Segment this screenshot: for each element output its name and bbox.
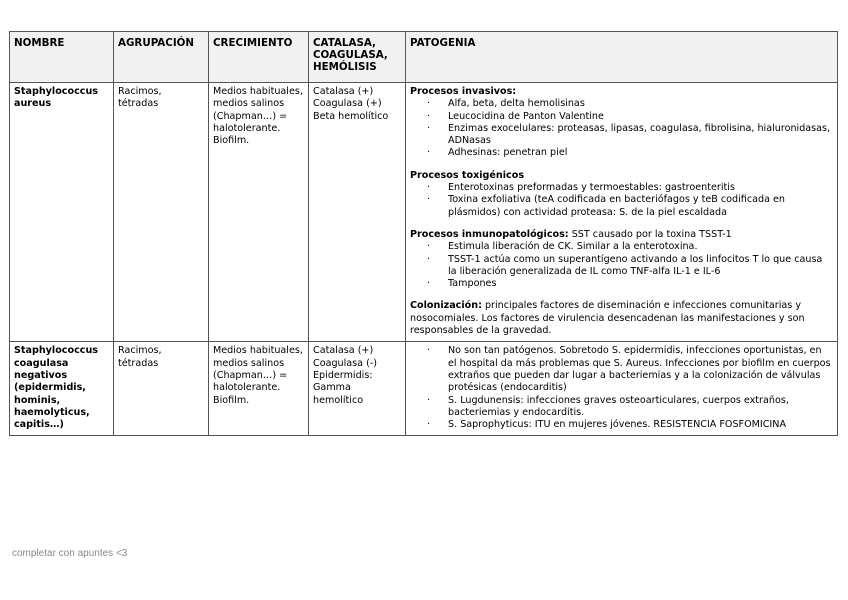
coagulasa-line: Coagulasa (-) <box>313 357 378 369</box>
section-intro: SST causado por la toxina TSST-1 <box>568 228 732 240</box>
cell-catalasa <box>309 342 406 436</box>
catalasa-line: Catalasa (+) <box>313 86 374 97</box>
list-item: · Estimula liberación de CK. Similar a la enterotoxina. <box>410 241 833 253</box>
list-item: · Leucocidina de Panton Valentine <box>410 111 833 123</box>
bullet-list <box>410 98 833 159</box>
section-text: principales factores de diseminación e infecciones comunitarias y nosocomiales. Los factores de virulencia desencadenan las manifestaciones y son responsables de la gravedad. <box>410 300 805 337</box>
header-nombre: NOMBRE <box>10 32 114 83</box>
header-catalasa: CATALASA, COAGULASA, HEMÓLISIS <box>309 32 406 83</box>
section-colonizacion <box>410 300 833 337</box>
bullet-list <box>410 182 833 219</box>
list-item: · S. Lugdunensis: infecciones graves osteoarticulares, cuerpos extraños, bacteriemias y endocarditis. <box>410 395 833 420</box>
staphylococcus-table <box>9 31 838 436</box>
footer-note: completar con apuntes <3 <box>12 548 128 559</box>
hemolisis-line: Epidermidis: Gamma hemolítico <box>313 369 373 406</box>
cell-agrupacion: Racimos, tétradas <box>114 342 209 436</box>
list-item: · Tampones <box>410 278 833 290</box>
table-row <box>10 83 838 342</box>
cell-crecimiento: Medios habituales, medios salinos (Chapman…) = halotolerante. Biofilm. <box>209 83 309 342</box>
section-heading-line <box>410 229 833 241</box>
cell-nombre: Staphylococcus coagulasa negativos (epidermidis, hominis, haemolyticus, capitis…) <box>10 342 114 436</box>
section-title: Procesos invasivos: <box>410 86 517 97</box>
list-item: · S. Saprophyticus: ITU en mujeres jóvenes. RESISTENCIA FOSFOMICINA <box>410 419 833 431</box>
list-item: · Toxina exfoliativa (teA codificada en bacteriófagos y teB codificada en plásmidos) con actividad proteasa: S. de la piel escaldada <box>410 194 833 219</box>
list-item: · TSST-1 actúa como un superantígeno activando a los linfocitos T lo que causa la liberación generalizada de IL como TNF-alfa IL-1 e IL-6 <box>410 254 833 279</box>
list-item: · Enterotoxinas preformadas y termoestables: gastroenteritis <box>410 182 833 194</box>
coagulasa-line: Coagulasa (+) <box>313 98 382 110</box>
header-patogenia: PATOGENIA <box>406 32 838 83</box>
header-row <box>10 32 838 83</box>
catalasa-line: Catalasa (+) <box>313 345 374 357</box>
header-crecimiento: CRECIMIENTO <box>209 32 309 83</box>
list-item: · Alfa, beta, delta hemolisinas <box>410 98 833 110</box>
cell-catalasa <box>309 83 406 342</box>
cell-patogenia <box>406 342 838 436</box>
section-title: Procesos toxigénicos <box>410 169 525 181</box>
section-title: Colonización: <box>410 300 482 312</box>
list-item: · Enzimas exocelulares: proteasas, lipasas, coagulasa, fibrolisina, hialuronidasas, ADNasas <box>410 123 833 148</box>
list-item: · No son tan patógenos. Sobretodo S. epidermidis, infecciones oportunistas, en el hospital da más problemas que S. Aureus. Infecciones por biofilm en cuerpos extraños que pueden dar lugar a bacteriemias y a la colonización de válvulas protésicas (endocarditis) <box>410 345 833 394</box>
list-item: · Adhesinas: penetran piel <box>410 147 833 159</box>
cell-patogenia <box>406 83 838 342</box>
hemolisis-line: Beta hemolítico <box>313 110 389 122</box>
bullet-list <box>410 241 833 290</box>
section-toxigenicos <box>410 170 833 219</box>
bullet-list <box>410 345 833 431</box>
header-agrupacion: AGRUPACIÓN <box>114 32 209 83</box>
section-invasivos <box>410 86 833 160</box>
table-row <box>10 342 838 436</box>
section-inmunopatologicos <box>410 229 833 290</box>
cell-agrupacion: Racimos, tétradas <box>114 83 209 342</box>
cell-crecimiento: Medios habituales, medios salinos (Chapman…) = halotolerante. Biofilm. <box>209 342 309 436</box>
section-title: Procesos inmunopatológicos: <box>410 228 569 240</box>
cell-nombre: Staphylococcus aureus <box>10 83 114 342</box>
